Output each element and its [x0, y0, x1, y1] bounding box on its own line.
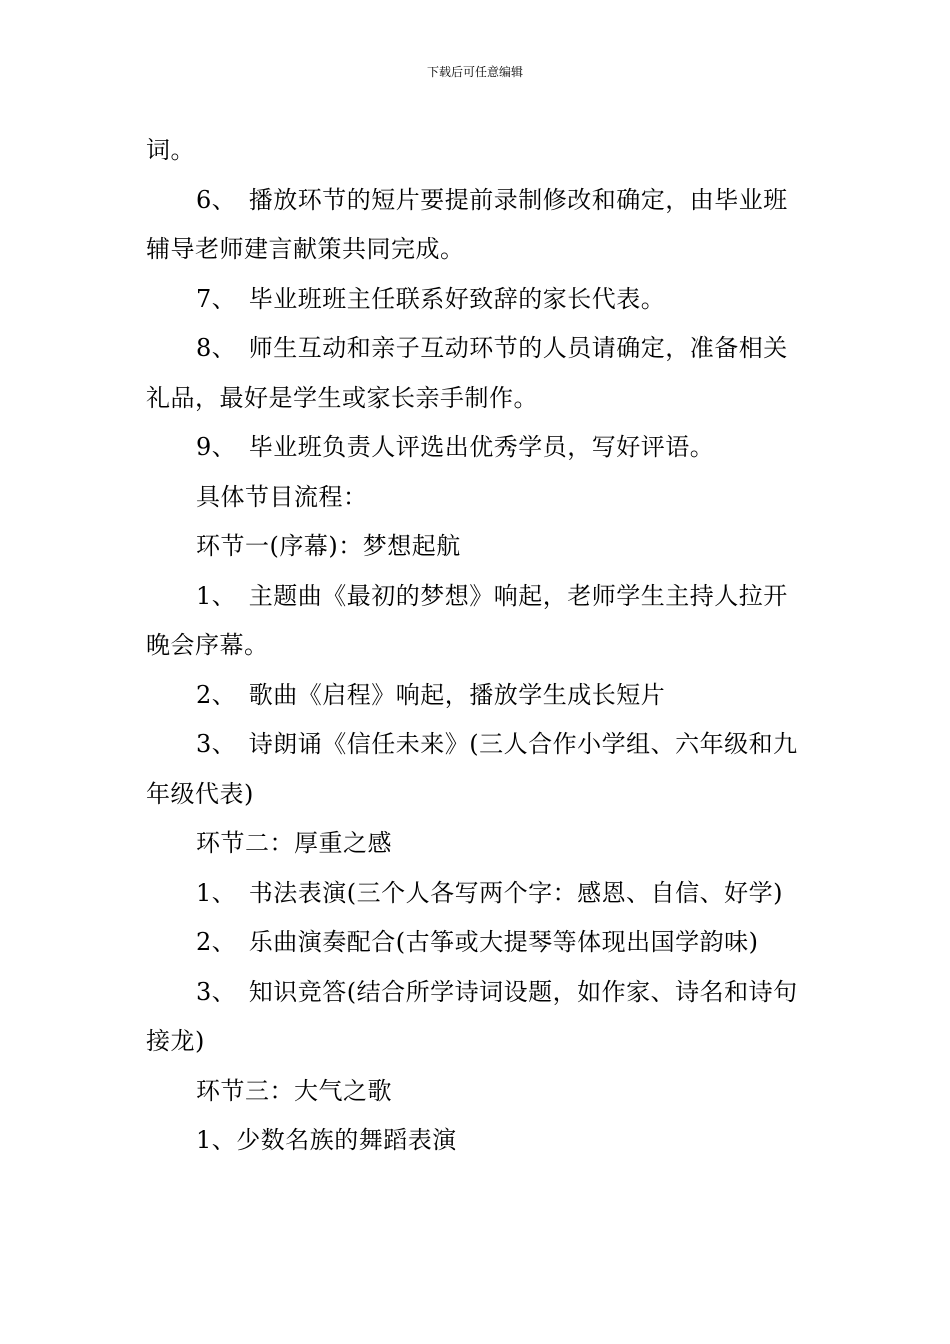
- paragraph: 3、 诗朗诵《信任未来》(三人合作小学组、六年级和九年级代表): [146, 730, 798, 808]
- document-body: [146, 126, 806, 1166]
- paragraph: 1、 主题曲《最初的梦想》响起，老师学生主持人拉开晚会序幕。: [146, 581, 788, 659]
- paragraph: 8、 师生互动和亲子互动环节的人员请确定，准备相关礼品，最好是学生或家长亲手制作。: [146, 334, 788, 412]
- paragraph: 词。: [146, 136, 195, 164]
- paragraph: 2、 乐曲演奏配合(古筝或大提琴等体现出国学韵味): [196, 928, 759, 956]
- section-heading: 环节三：大气之歌: [196, 1076, 392, 1105]
- section-heading: 环节二：厚重之感: [196, 829, 392, 857]
- paragraph: 3、 知识竞答(结合所学诗词设题，如作家、诗名和诗句接龙): [146, 977, 798, 1055]
- section-heading: 环节一(序幕)：梦想起航: [196, 532, 461, 560]
- paragraph: 1、少数名族的舞蹈表演: [196, 1126, 457, 1154]
- paragraph: 7、 毕业班班主任联系好致辞的家长代表。: [196, 284, 666, 313]
- paragraph: 具体节目流程：: [196, 482, 368, 511]
- paragraph: 6、 播放环节的短片要提前录制修改和确定，由毕业班辅导老师建言献策共同完成。: [146, 185, 788, 263]
- page-header: 下载后可任意编辑: [426, 65, 523, 79]
- paragraph: 2、 歌曲《启程》响起，播放学生成长短片: [196, 680, 666, 709]
- paragraph: 1、 书法表演(三个人各写两个字：感恩、自信、好学): [196, 878, 783, 907]
- paragraph: 9、 毕业班负责人评选出优秀学员，写好评语。: [196, 433, 715, 461]
